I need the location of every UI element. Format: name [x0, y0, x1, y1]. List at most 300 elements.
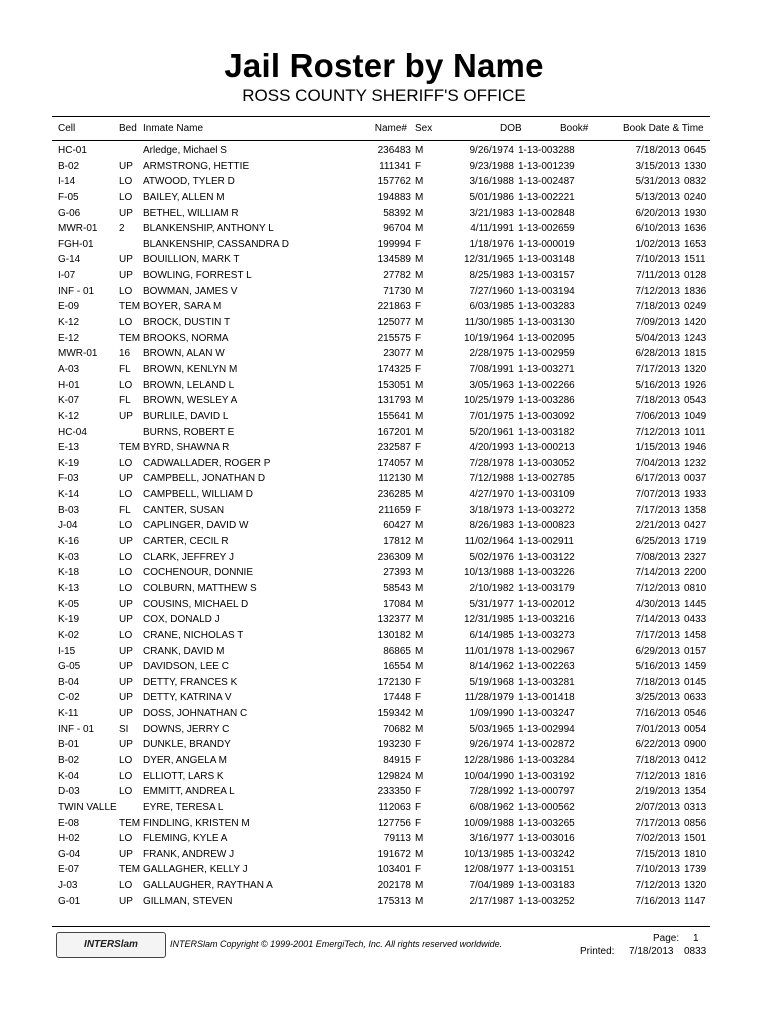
row-cell: H-01 [58, 379, 80, 391]
table-row [0, 315, 768, 331]
row-cell: K-19 [58, 614, 80, 626]
row-sex: F [415, 754, 422, 766]
row-book-number: 1-13-001239 [518, 160, 575, 172]
row-bed: UP [119, 473, 133, 485]
row-bed: LO [119, 582, 133, 594]
row-dob: 3/18/1973 [469, 504, 514, 516]
row-book-time: 0810 [684, 582, 707, 594]
row-cell: K-05 [58, 598, 80, 610]
row-book-time: 0645 [684, 145, 707, 156]
row-inmate-name: CADWALLADER, ROGER P [143, 457, 271, 469]
row-inmate-name: BROOKS, NORMA [143, 332, 229, 344]
row-name-number: 60427 [383, 520, 411, 532]
row-name-number: 17812 [383, 536, 411, 548]
row-sex: M [415, 880, 424, 892]
row-dob: 3/05/1963 [469, 379, 514, 391]
row-book-time: 0543 [684, 395, 707, 407]
row-book-time: 1501 [684, 833, 707, 845]
row-inmate-name: COLBURN, MATTHEW S [143, 582, 257, 594]
row-book-date: 5/04/2013 [635, 332, 680, 344]
row-book-time: 1511 [684, 254, 706, 266]
row-sex: M [415, 770, 424, 782]
row-cell: HC-01 [58, 145, 87, 156]
table-row [0, 174, 768, 190]
row-cell: I-14 [58, 176, 76, 188]
row-bed: LO [119, 520, 133, 532]
row-inmate-name: DETTY, KATRINA V [143, 692, 232, 704]
row-bed: TEM [119, 817, 141, 829]
column-header-cell: Cell [58, 123, 76, 134]
row-sex: F [415, 442, 422, 454]
row-book-time: 0054 [684, 723, 707, 735]
row-inmate-name: CAMPBELL, JONATHAN D [143, 473, 266, 485]
row-name-number: 131793 [377, 395, 411, 407]
row-dob: 8/25/1983 [469, 270, 514, 282]
row-name-number: 157762 [377, 176, 411, 188]
row-book-date: 2/21/2013 [635, 520, 680, 532]
row-inmate-name: BYRD, SHAWNA R [143, 442, 230, 454]
row-cell: E-07 [58, 864, 80, 876]
row-sex: M [415, 614, 424, 626]
row-name-number: 96704 [383, 223, 411, 235]
row-sex: F [415, 692, 422, 704]
row-dob: 7/12/1988 [469, 473, 514, 485]
row-book-date: 5/16/2013 [635, 379, 680, 391]
row-name-number: 79113 [383, 833, 411, 845]
row-cell: B-03 [58, 504, 80, 516]
row-book-date: 7/17/2013 [635, 363, 680, 375]
row-dob: 9/26/1974 [469, 739, 514, 751]
row-book-time: 2327 [684, 551, 707, 563]
row-name-number: 125077 [377, 317, 411, 329]
row-inmate-name: FLEMING, KYLE A [143, 833, 228, 845]
row-sex: M [415, 457, 424, 469]
row-sex: M [415, 661, 424, 673]
report-title: Jail Roster by Name [224, 47, 544, 84]
row-book-time: 0856 [684, 817, 707, 829]
row-book-date: 7/15/2013 [635, 848, 680, 860]
row-name-number: 127756 [377, 817, 411, 829]
row-cell: D-03 [58, 786, 80, 798]
row-book-number: 1-13-003281 [518, 676, 575, 688]
row-name-number: 202178 [377, 880, 411, 892]
row-inmate-name: CAPLINGER, DAVID W [143, 520, 249, 532]
row-book-time: 1320 [684, 363, 707, 375]
row-cell: B-01 [58, 739, 80, 751]
row-book-date: 7/18/2013 [635, 145, 680, 156]
row-sex: F [415, 864, 422, 876]
row-bed: TEM [119, 442, 141, 454]
row-inmate-name: COCHENOUR, DONNIE [143, 567, 254, 579]
table-row [0, 409, 768, 425]
row-inmate-name: GALLAUGHER, RAYTHAN A [143, 880, 273, 892]
roster-table [0, 143, 768, 909]
row-book-time: 0412 [684, 754, 707, 766]
row-name-number: 103401 [377, 864, 411, 876]
row-name-number: 112063 [378, 801, 411, 813]
row-book-time: 1354 [684, 786, 707, 798]
row-book-number: 1-13-003272 [518, 504, 575, 516]
row-book-number: 1-13-003247 [518, 708, 575, 720]
table-row [0, 268, 768, 284]
row-book-time: 1049 [684, 410, 707, 422]
row-dob: 11/30/1985 [464, 317, 514, 329]
row-dob: 3/16/1977 [469, 833, 514, 845]
row-inmate-name: EYRE, TERESA L [143, 801, 224, 813]
row-name-number: 175313 [377, 895, 411, 907]
row-book-time: 0249 [684, 301, 707, 313]
row-bed: LO [119, 880, 133, 892]
table-row [0, 862, 768, 878]
row-cell: K-18 [58, 567, 80, 579]
row-bed: UP [119, 661, 133, 673]
row-name-number: 17084 [383, 598, 411, 610]
row-book-number: 1-13-000797 [518, 786, 575, 798]
row-book-number: 1-13-003192 [518, 770, 575, 782]
row-dob: 1/18/1976 [469, 238, 514, 250]
row-sex: M [415, 191, 424, 203]
row-book-number: 1-13-003252 [518, 895, 575, 907]
table-row [0, 425, 768, 441]
row-cell: K-19 [58, 457, 80, 469]
row-dob: 3/21/1983 [469, 207, 514, 219]
row-inmate-name: ATWOOD, TYLER D [143, 176, 235, 188]
row-inmate-name: CARTER, CECIL R [143, 536, 229, 548]
column-header-book-date-time: Book Date & Time [623, 123, 704, 134]
row-name-number: 233350 [377, 786, 411, 798]
row-sex: M [415, 489, 424, 501]
row-dob: 5/02/1976 [469, 551, 514, 563]
row-sex: M [415, 145, 424, 156]
table-row [0, 706, 768, 722]
row-book-date: 7/08/2013 [635, 551, 680, 563]
row-inmate-name: ARMSTRONG, HETTIE [143, 160, 250, 172]
row-book-time: 0832 [684, 176, 707, 188]
row-cell: TWIN VALLE [58, 801, 117, 813]
row-book-time: 0433 [684, 614, 707, 626]
row-name-number: 215575 [377, 332, 411, 344]
table-row [0, 769, 768, 785]
row-book-date: 3/25/2013 [635, 692, 680, 704]
row-book-number: 1-13-000213 [518, 442, 575, 454]
row-name-number: 130182 [377, 629, 411, 641]
report-subtitle: ROSS COUNTY SHERIFF'S OFFICE [242, 86, 526, 105]
row-book-time: 0313 [684, 801, 707, 813]
row-bed: LO [119, 629, 133, 641]
row-book-date: 5/13/2013 [635, 191, 680, 203]
row-bed: LO [119, 317, 133, 329]
row-cell: B-02 [58, 160, 80, 172]
row-book-number: 1-13-003151 [518, 864, 575, 876]
row-book-date: 7/07/2013 [635, 489, 680, 501]
row-book-time: 1719 [684, 536, 707, 548]
row-book-time: 1147 [684, 895, 706, 907]
row-bed: TEM [119, 864, 141, 876]
row-sex: M [415, 723, 424, 735]
column-header-row [0, 123, 768, 137]
row-bed: FL [119, 504, 131, 516]
row-bed: SI [119, 723, 129, 735]
row-name-number: 155641 [377, 410, 411, 422]
row-book-time: 0037 [684, 473, 707, 485]
row-book-date: 7/17/2013 [635, 817, 680, 829]
row-sex: M [415, 551, 424, 563]
row-inmate-name: DYER, ANGELA M [143, 754, 227, 766]
row-bed: UP [119, 848, 133, 860]
row-name-number: 17448 [383, 692, 411, 704]
row-sex: M [415, 254, 424, 266]
table-row [0, 440, 768, 456]
row-book-date: 7/10/2013 [635, 254, 680, 266]
row-name-number: 134589 [377, 254, 411, 266]
row-dob: 3/16/1988 [469, 176, 514, 188]
row-book-time: 1459 [684, 661, 707, 673]
row-book-number: 1-13-002266 [518, 379, 575, 391]
row-bed: UP [119, 160, 133, 172]
row-inmate-name: BROWN, KENLYN M [143, 363, 238, 375]
table-row [0, 143, 768, 159]
row-bed: UP [119, 536, 133, 548]
row-book-number: 1-13-002848 [518, 207, 575, 219]
column-header-bed: Bed [119, 123, 137, 134]
row-dob: 7/28/1978 [469, 457, 514, 469]
row-inmate-name: BOYER, SARA M [143, 301, 222, 313]
row-name-number: 236309 [377, 551, 411, 563]
row-cell: E-12 [58, 332, 80, 344]
column-header-dob: DOB [500, 123, 522, 134]
row-inmate-name: BETHEL, WILLIAM R [143, 207, 239, 219]
top-rule [52, 116, 710, 117]
row-sex: M [415, 410, 424, 422]
row-book-date: 6/22/2013 [635, 739, 680, 751]
row-sex: M [415, 895, 424, 907]
row-name-number: 194883 [377, 191, 411, 203]
row-cell: G-01 [58, 895, 81, 907]
row-name-number: 70682 [383, 723, 411, 735]
row-dob: 10/04/1990 [463, 770, 514, 782]
table-row [0, 503, 768, 519]
row-cell: G-14 [58, 254, 81, 266]
row-bed: LO [119, 833, 133, 845]
row-book-date: 7/01/2013 [635, 723, 680, 735]
row-book-time: 0145 [684, 676, 707, 688]
row-cell: G-04 [58, 848, 81, 860]
row-name-number: 153051 [377, 379, 411, 391]
printed-label: Printed: [580, 946, 615, 957]
row-inmate-name: BAILEY, ALLEN M [143, 191, 225, 203]
row-book-date: 5/16/2013 [635, 661, 680, 673]
row-cell: E-09 [58, 301, 80, 313]
row-book-time: 0240 [684, 191, 707, 203]
row-inmate-name: BOUILLION, MARK T [143, 254, 240, 266]
row-book-date: 7/14/2013 [635, 614, 680, 626]
row-inmate-name: BLANKENSHIP, CASSANDRA D [143, 238, 289, 250]
row-inmate-name: BLANKENSHIP, ANTHONY L [143, 223, 274, 235]
row-book-number: 1-13-002872 [518, 739, 575, 751]
row-book-number: 1-13-003288 [518, 145, 575, 156]
row-cell: B-04 [58, 676, 80, 688]
row-inmate-name: BOWLING, FORREST L [143, 270, 252, 282]
row-sex: M [415, 582, 424, 594]
table-row [0, 190, 768, 206]
row-cell: K-12 [58, 410, 80, 422]
row-bed: UP [119, 207, 133, 219]
row-book-number: 1-13-003271 [518, 363, 575, 375]
printed-date: 7/18/2013 [629, 946, 674, 957]
row-dob: 10/09/1988 [463, 817, 514, 829]
row-inmate-name: DETTY, FRANCES K [143, 676, 238, 688]
row-sex: F [415, 332, 422, 344]
row-dob: 5/20/1961 [469, 426, 514, 438]
row-book-number: 1-13-002911 [518, 536, 574, 548]
table-row [0, 675, 768, 691]
row-dob: 7/04/1989 [469, 880, 514, 892]
row-book-date: 7/18/2013 [635, 754, 680, 766]
row-cell: G-05 [58, 661, 81, 673]
row-book-number: 1-13-003148 [518, 254, 575, 266]
row-book-number: 1-13-002785 [518, 473, 575, 485]
row-dob: 10/13/1985 [463, 848, 514, 860]
row-inmate-name: DOSS, JOHNATHAN C [143, 708, 248, 720]
row-book-date: 3/15/2013 [635, 160, 680, 172]
row-dob: 2/17/1987 [469, 895, 514, 907]
row-book-time: 1243 [684, 332, 707, 344]
row-name-number: 236285 [377, 489, 411, 501]
row-inmate-name: FINDLING, KRISTEN M [143, 817, 250, 829]
row-book-number: 1-13-003157 [518, 270, 575, 282]
row-book-time: 1653 [684, 238, 707, 250]
row-inmate-name: FRANK, ANDREW J [143, 848, 235, 860]
row-cell: INF - 01 [58, 285, 95, 297]
row-book-number: 1-13-002263 [518, 661, 575, 673]
row-dob: 10/19/1964 [463, 332, 514, 344]
row-book-date: 4/30/2013 [635, 598, 680, 610]
row-sex: F [415, 801, 422, 813]
table-row [0, 644, 768, 660]
row-cell: E-13 [58, 442, 80, 454]
row-name-number: 27782 [383, 270, 411, 282]
row-name-number: 112130 [378, 473, 411, 485]
row-name-number: 129824 [377, 770, 411, 782]
row-bed: LO [119, 567, 133, 579]
row-inmate-name: DUNKLE, BRANDY [143, 739, 231, 751]
row-book-time: 0633 [684, 692, 707, 704]
footer-rule [52, 926, 710, 927]
row-dob: 7/01/1975 [469, 410, 514, 422]
row-inmate-name: CRANE, NICHOLAS T [143, 629, 244, 641]
row-book-date: 7/06/2013 [635, 410, 680, 422]
row-dob: 2/28/1975 [469, 348, 514, 360]
row-sex: M [415, 833, 424, 845]
row-sex: M [415, 520, 424, 532]
row-cell: K-12 [58, 317, 80, 329]
row-book-time: 1739 [684, 864, 707, 876]
row-cell: E-08 [58, 817, 80, 829]
row-inmate-name: COX, DONALD J [143, 614, 220, 626]
row-book-number: 1-13-003016 [518, 833, 575, 845]
row-book-date: 2/07/2013 [635, 801, 680, 813]
row-inmate-name: GALLAGHER, KELLY J [143, 864, 248, 876]
column-header-name-number: Name# [374, 123, 407, 134]
row-book-time: 1816 [684, 770, 707, 782]
table-row [0, 690, 768, 706]
row-cell: G-06 [58, 207, 81, 219]
row-book-date: 6/10/2013 [635, 223, 680, 235]
row-dob: 11/01/1978 [464, 645, 514, 657]
row-book-number: 1-13-003194 [518, 285, 575, 297]
page-label: Page: [653, 933, 680, 944]
row-cell: K-14 [58, 489, 80, 501]
row-bed: LO [119, 786, 133, 798]
row-inmate-name: COUSINS, MICHAEL D [143, 598, 249, 610]
row-name-number: 199994 [377, 238, 411, 250]
row-book-date: 7/11/2013 [636, 270, 680, 282]
row-book-time: 0157 [684, 645, 707, 657]
printed-time: 0833 [684, 946, 707, 957]
row-book-date: 6/17/2013 [635, 473, 680, 485]
row-sex: F [415, 817, 422, 829]
row-bed: LO [119, 457, 133, 469]
row-dob: 10/25/1979 [463, 395, 514, 407]
table-row [0, 878, 768, 894]
table-row [0, 565, 768, 581]
row-bed: UP [119, 614, 133, 626]
table-row [0, 362, 768, 378]
page-number: 1 [693, 933, 699, 944]
row-book-date: 7/12/2013 [635, 880, 680, 892]
row-bed: UP [119, 598, 133, 610]
row-book-time: 0427 [684, 520, 707, 532]
table-row [0, 299, 768, 315]
row-cell: K-03 [58, 551, 80, 563]
row-book-time: 1810 [684, 848, 707, 860]
row-book-time: 1933 [684, 489, 707, 501]
row-inmate-name: Arledge, Michael S [143, 145, 227, 156]
row-book-date: 6/25/2013 [635, 536, 680, 548]
row-book-number: 1-13-001418 [518, 692, 575, 704]
row-cell: K-04 [58, 770, 80, 782]
table-row [0, 346, 768, 362]
row-bed: FL [119, 363, 131, 375]
row-cell: INF - 01 [58, 723, 95, 735]
row-book-date: 7/18/2013 [635, 676, 680, 688]
row-cell: B-02 [58, 754, 80, 766]
row-book-number: 1-13-003216 [518, 614, 575, 626]
row-bed: UP [119, 739, 133, 751]
table-row [0, 456, 768, 472]
row-cell: I-07 [58, 270, 76, 282]
row-sex: M [415, 270, 424, 282]
row-book-date: 5/31/2013 [635, 176, 680, 188]
table-row [0, 331, 768, 347]
row-name-number: 211659 [378, 504, 411, 516]
row-bed: LO [119, 489, 133, 501]
row-bed: UP [119, 895, 133, 907]
row-book-date: 7/17/2013 [635, 629, 680, 641]
table-row [0, 221, 768, 237]
row-dob: 7/28/1992 [469, 786, 514, 798]
table-row [0, 831, 768, 847]
row-name-number: 232587 [377, 442, 411, 454]
row-book-date: 6/28/2013 [635, 348, 680, 360]
row-name-number: 71730 [383, 285, 411, 297]
copyright-notice: INTERSlam Copyright © 1999-2001 EmergiTech, Inc. All rights reserved worldwide. [170, 939, 503, 949]
table-row [0, 784, 768, 800]
table-row [0, 597, 768, 613]
row-book-time: 1445 [684, 598, 707, 610]
interslam-logo [56, 932, 166, 958]
row-dob: 9/23/1988 [469, 160, 514, 172]
